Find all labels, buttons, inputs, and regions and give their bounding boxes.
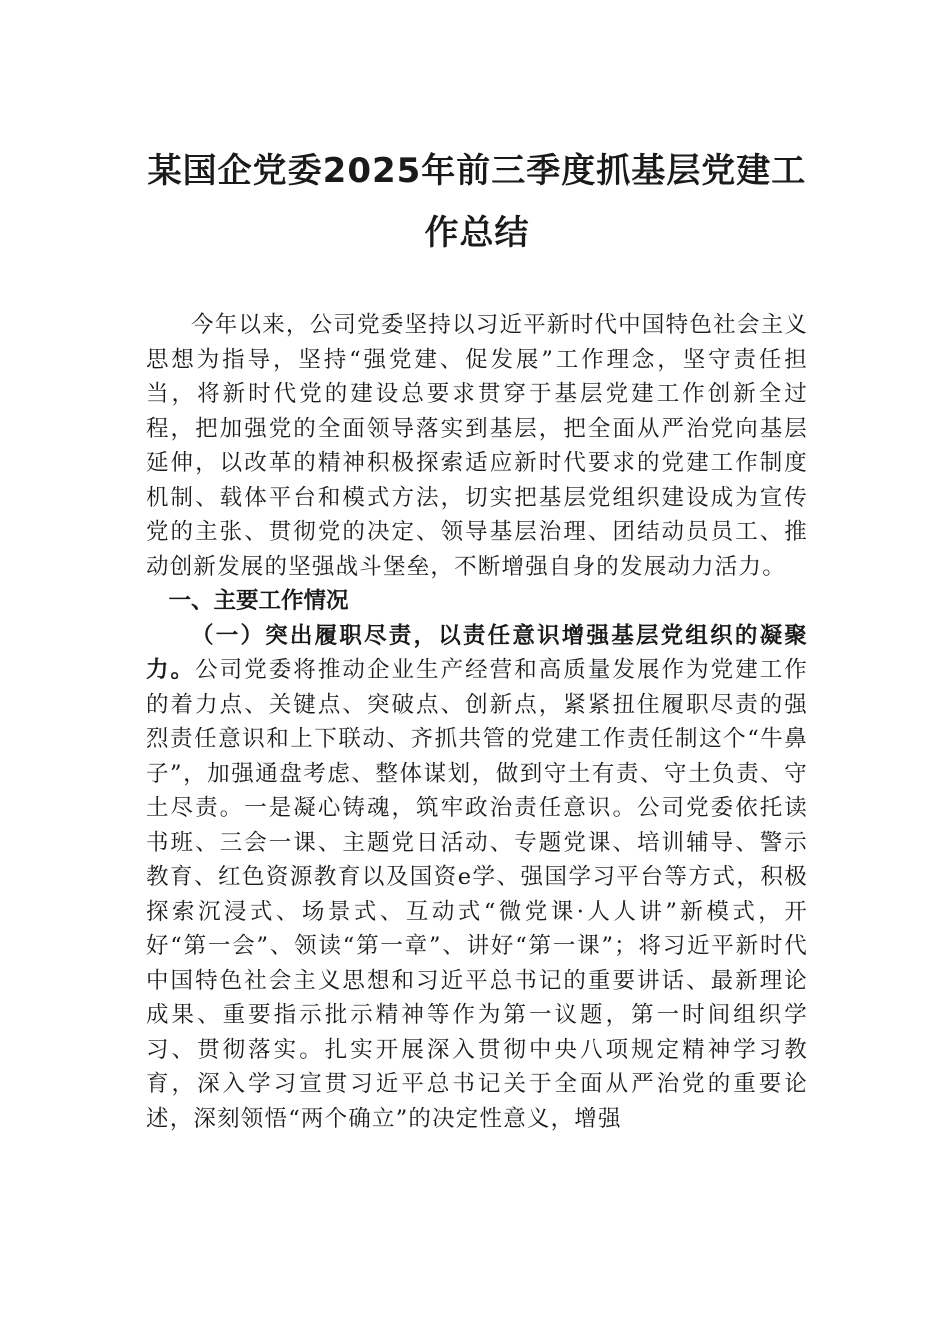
subsection-lead: （一）突出履职尽责，以责任意识增强基层党组织的凝聚力。: [146, 622, 808, 683]
title-line-1: 某国企党委2025年前三季度抓基层党建工: [147, 151, 807, 191]
intro-paragraph: 今年以来，公司党委坚持以习近平新时代中国特色社会主义思想为指导，坚持“强党建、促发展”工作理念，坚守责任担当，将新时代党的建设总要求贯穿于基层党建工作创新全过程，把加强党的全面领导落实到基层，把全面从严治党向基层延伸，以改革的精神积极探索适应新时代要求的党建工作制度机制、载体平台和模式方法，切实把基层党组织建设成为宣传党的主张、贯彻党的决定、领导基层治理、团结动员员工、推动创新发展的坚强战斗堡垒，不断增强自身的发展动力活力。: [146, 312, 808, 580]
document-body: [146, 308, 808, 1136]
document-title: [146, 140, 808, 264]
subsection-paragraph: [146, 619, 808, 1137]
title-line-2: 作总结: [424, 213, 530, 253]
section-heading: 一、主要工作情况: [168, 588, 349, 614]
subsection-body: 公司党委将推动企业生产经营和高质量发展作为党建工作的着力点、关键点、突破点、创新点，紧紧扭住履职尽责的强烈责任意识和上下联动、齐抓共管的党建工作责任制这个“牛鼻子”，加强通盘考虑、整体谋划，做到守土有责、守土负责、守土尽责。一是凝心铸魂，筑牢政治责任意识。公司党委依托读书班、三会一课、主题党日活动、专题党课、培训辅导、警示教育、红色资源教育以及国资e学、强国学习平台等方式，积极探索沉浸式、场景式、互动式“微党课·人人讲”新模式，开好“第一会”、领读“第一章”、讲好“第一课”；将习近平新时代中国特色社会主义思想和习近平总书记的重要讲话、最新理论成果、重要指示批示精神等作为第一议题，第一时间组织学习、贯彻落实。扎实开展深入贯彻中央八项规定精神学习教育，深入学习宣贯习近平总书记关于全面从严治党的重要论述，深刻领悟“两个确立”的决定性意义，增强: [146, 657, 808, 1132]
